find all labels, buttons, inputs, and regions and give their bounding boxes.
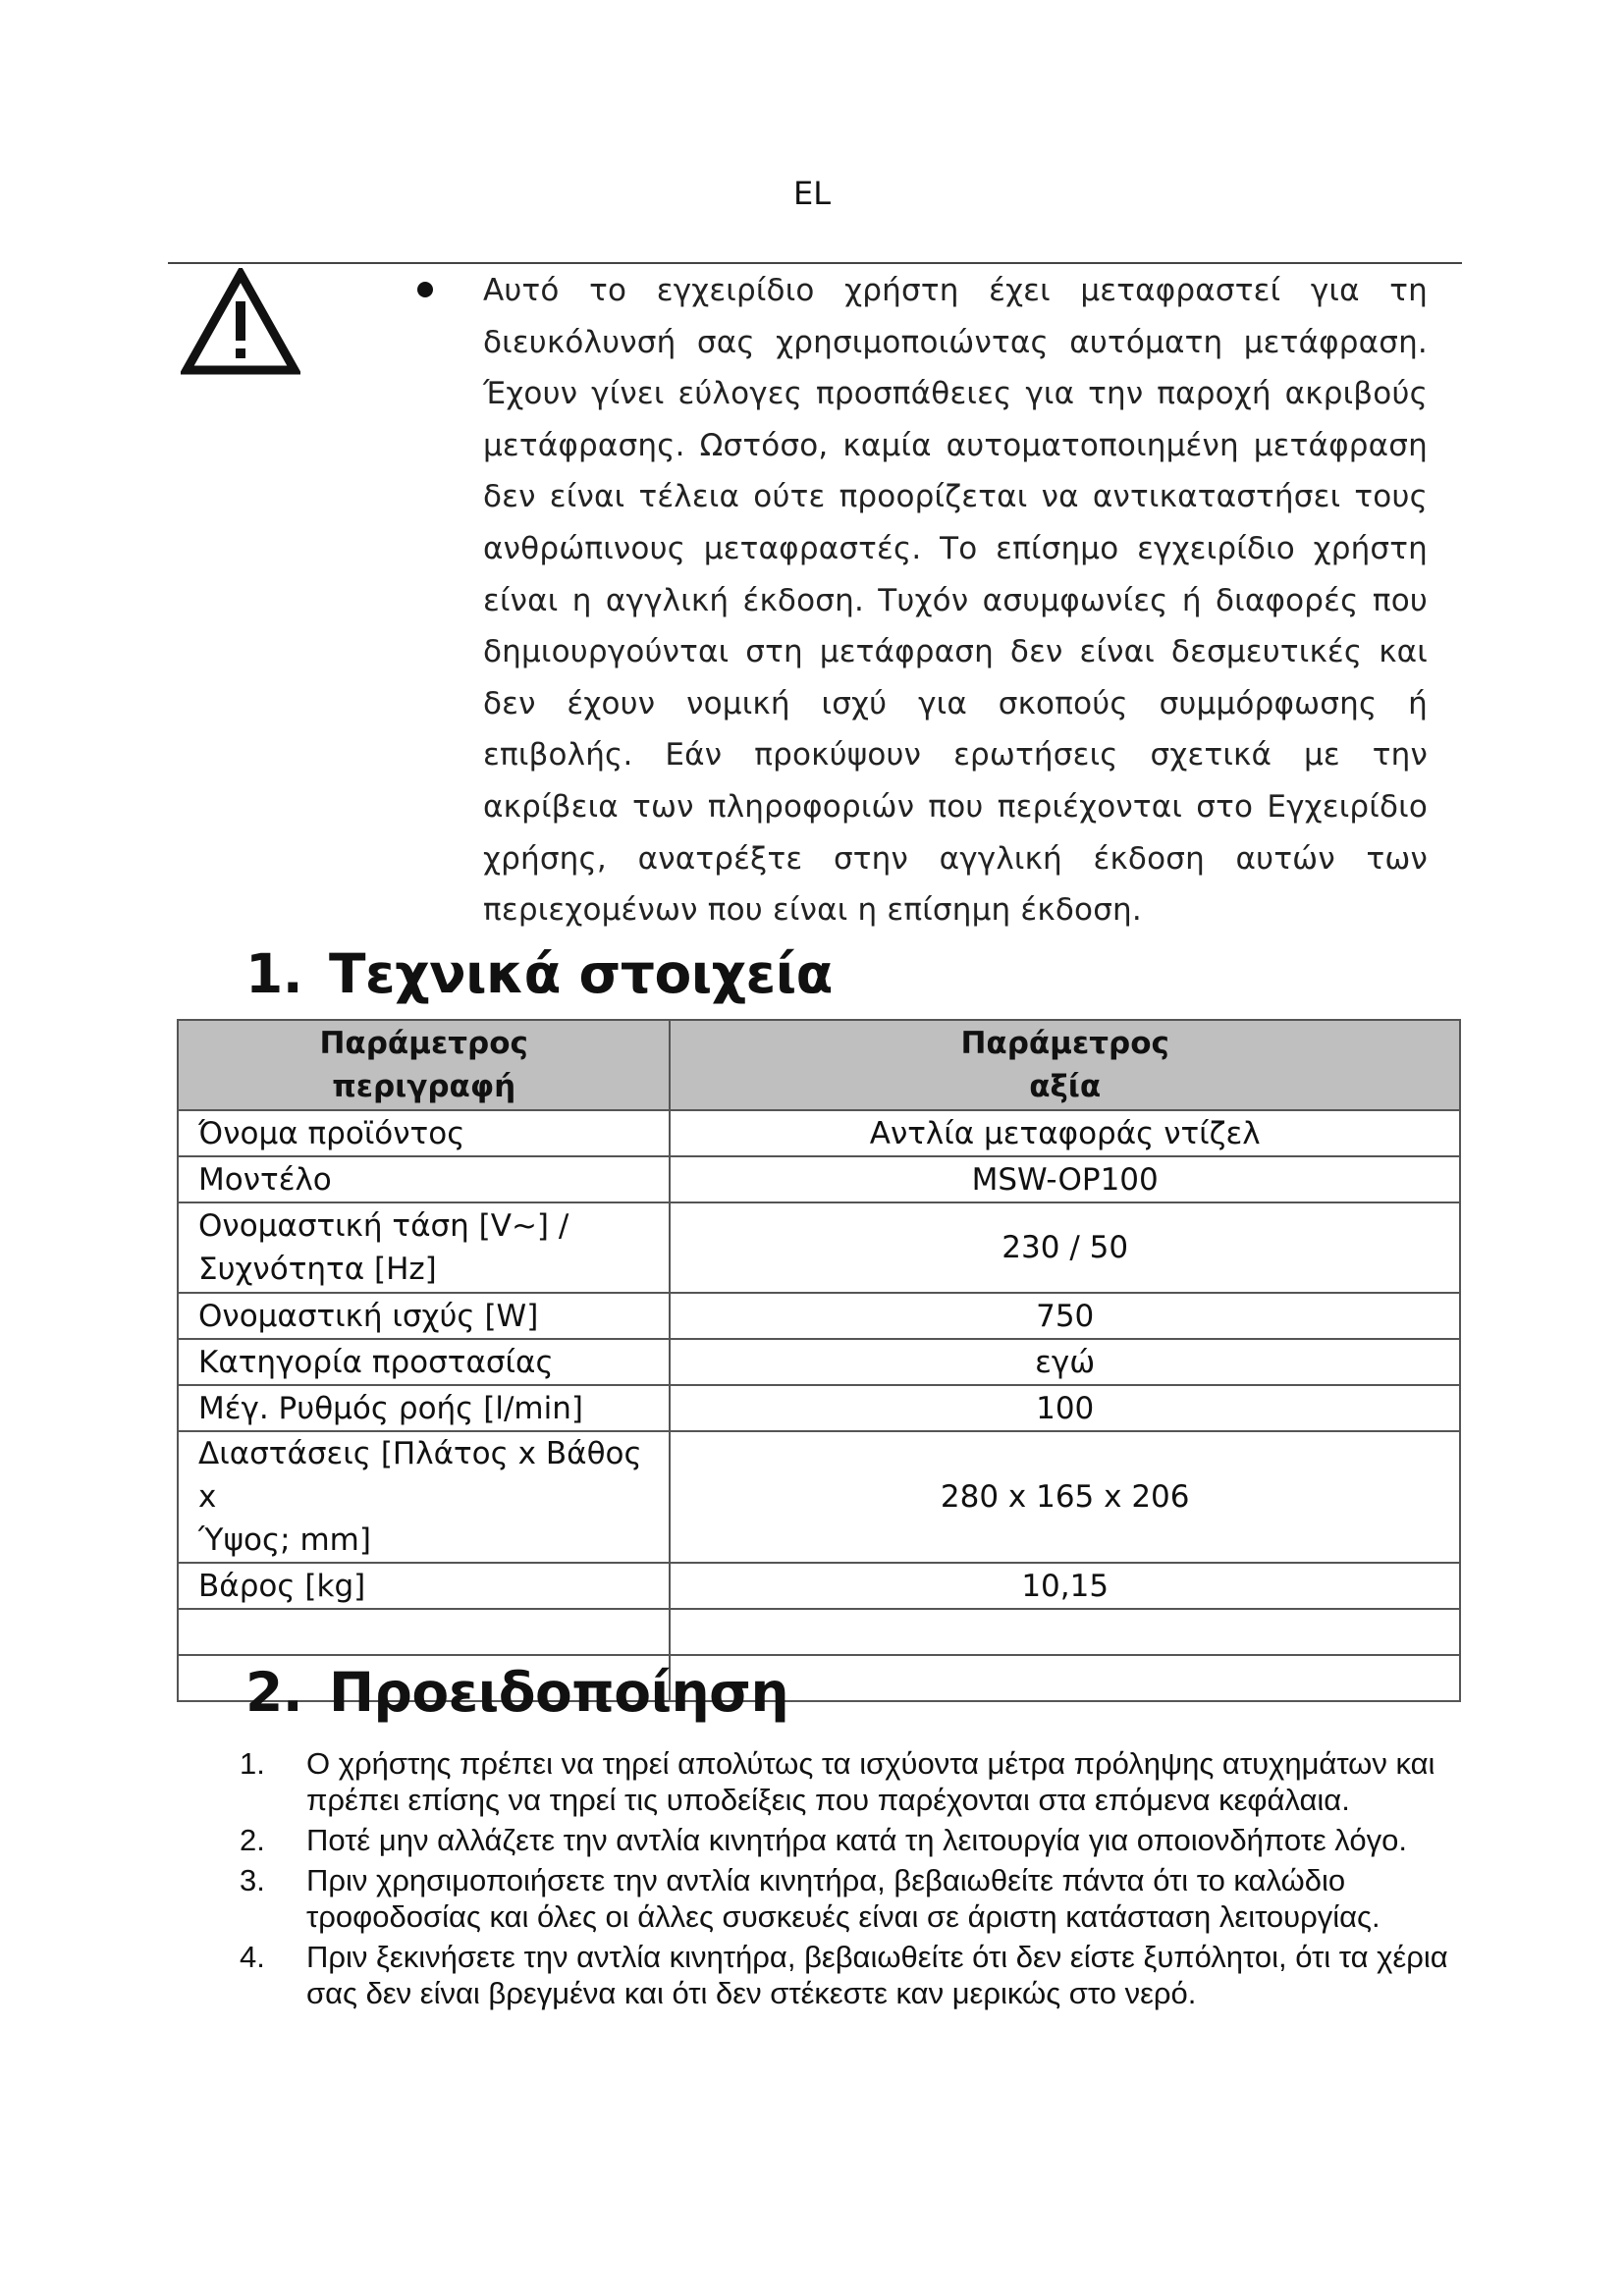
table-row	[178, 1202, 1460, 1293]
table-row	[178, 1431, 1460, 1563]
list-item-number: 2.	[240, 1823, 265, 1857]
translation-disclaimer: Αυτό το εγχειρίδιο χρήστη έχει μεταφραστεί για τη διευκόλυνσή σας χρησιμοποιώντας αυτόματη μετάφραση. Έχουν γίνει εύλογες προσπάθειες για την παροχή ακριβούς μετάφρασης. Ωστόσο, καμία αυτοματοποιημένη μετάφραση δεν είναι τέλεια ούτε προορίζεται να αντικαταστήσει τους ανθρώπινους μεταφραστές. Το επίσημο εγχειρίδιο χρήστη είναι η αγγλική έκδοση. Τυχόν ασυμφωνίες ή διαφορές που δημιουργούνται στη μετάφραση δεν είναι δεσμευτικές και δεν έχουν νομική ισχύ για σκοπούς συμμόρφωσης ή επιβολής. Εάν προκύψουν ερωτήσεις σχετικά με την ακρίβεια των πληροφοριών που περιέχονται στο Εγχειρίδιο χρήσης, ανατρέξτε στην αγγλική έκδοση αυτών των περιεχομένων που είναι η επίσημη έκδοση.	[483, 273, 1428, 929]
section-title: Τεχνικά στοιχεία	[329, 942, 833, 1005]
value-cell: 230 / 50	[670, 1202, 1460, 1293]
list-item-number: 3.	[240, 1863, 265, 1897]
language-code: EL	[792, 175, 832, 212]
value-cell: 10,15	[670, 1563, 1460, 1609]
value-cell	[670, 1609, 1460, 1655]
warning-triangle-icon	[181, 268, 300, 376]
value-cell: 280 x 165 x 206	[670, 1431, 1460, 1563]
list-item-number: 4.	[240, 1940, 265, 1974]
table-header-row	[178, 1020, 1460, 1110]
value-cell: MSW-OP100	[670, 1156, 1460, 1202]
param-cell: Ονομαστική τάση [V~] / Συχνότητα [Hz]	[178, 1202, 670, 1293]
header-divider	[168, 262, 1462, 264]
section-heading-technical	[245, 942, 833, 1005]
table-row	[178, 1293, 1460, 1339]
value-cell: εγώ	[670, 1339, 1460, 1385]
list-item	[232, 1822, 1469, 1858]
table-row	[178, 1563, 1460, 1609]
bullet-dot	[417, 282, 433, 297]
param-cell	[178, 1609, 670, 1655]
header-param-value: Παράμετρος αξία	[670, 1020, 1460, 1110]
param-cell: Μέγ. Ρυθμός ροής [l/min]	[178, 1385, 670, 1431]
param-cell: Κατηγορία προστασίας	[178, 1339, 670, 1385]
section-number: 2.	[245, 1661, 303, 1724]
section-title: Προειδοποίηση	[329, 1661, 789, 1724]
param-cell: Ονομαστική ισχύς [W]	[178, 1293, 670, 1339]
list-item	[232, 1745, 1469, 1818]
list-item-text: Ποτέ μην αλλάζετε την αντλία κινητήρα κατά τη λειτουργία για οποιονδήποτε λόγο.	[306, 1823, 1407, 1857]
table-row	[178, 1385, 1460, 1431]
param-cell: Διαστάσεις [Πλάτος x Βάθος x Ύψος; mm]	[178, 1431, 670, 1563]
warning-list	[232, 1745, 1469, 2015]
param-cell: Βάρος [kg]	[178, 1563, 670, 1609]
list-item	[232, 1862, 1469, 1935]
value-cell: Αντλία μεταφοράς ντίζελ	[670, 1110, 1460, 1156]
section-heading-warning	[245, 1661, 788, 1724]
list-item	[232, 1939, 1469, 2011]
param-cell: Όνομα προϊόντος	[178, 1110, 670, 1156]
table-row	[178, 1339, 1460, 1385]
table-row-empty	[178, 1609, 1460, 1655]
value-cell: 100	[670, 1385, 1460, 1431]
table-row	[178, 1110, 1460, 1156]
list-item-text: Ο χρήστης πρέπει να τηρεί απολύτως τα ισχύοντα μέτρα πρόληψης ατυχημάτων και πρέπει επίσης να τηρεί τις υποδείξεις που παρέχονται στα επόμενα κεφάλαια.	[306, 1746, 1435, 1817]
param-cell: Μοντέλο	[178, 1156, 670, 1202]
value-cell: 750	[670, 1293, 1460, 1339]
header-param-description: Παράμετρος περιγραφή	[178, 1020, 670, 1110]
section-number: 1.	[245, 942, 303, 1005]
list-item-text: Πριν ξεκινήσετε την αντλία κινητήρα, βεβαιωθείτε ότι δεν είστε ξυπόλητοι, ότι τα χέρια σας δεν είναι βρεγμένα και ότι δεν στέκεστε καν μερικώς στο νερό.	[306, 1940, 1448, 2010]
table-row	[178, 1156, 1460, 1202]
list-item-text: Πριν χρησιμοποιήσετε την αντλία κινητήρα, βεβαιωθείτε πάντα ότι το καλώδιο τροφοδοσίας και όλες οι άλλες συσκευές είναι σε άριστη κατάσταση λειτουργίας.	[306, 1863, 1380, 1934]
list-item-number: 1.	[240, 1746, 265, 1781]
technical-data-table	[177, 1019, 1461, 1702]
